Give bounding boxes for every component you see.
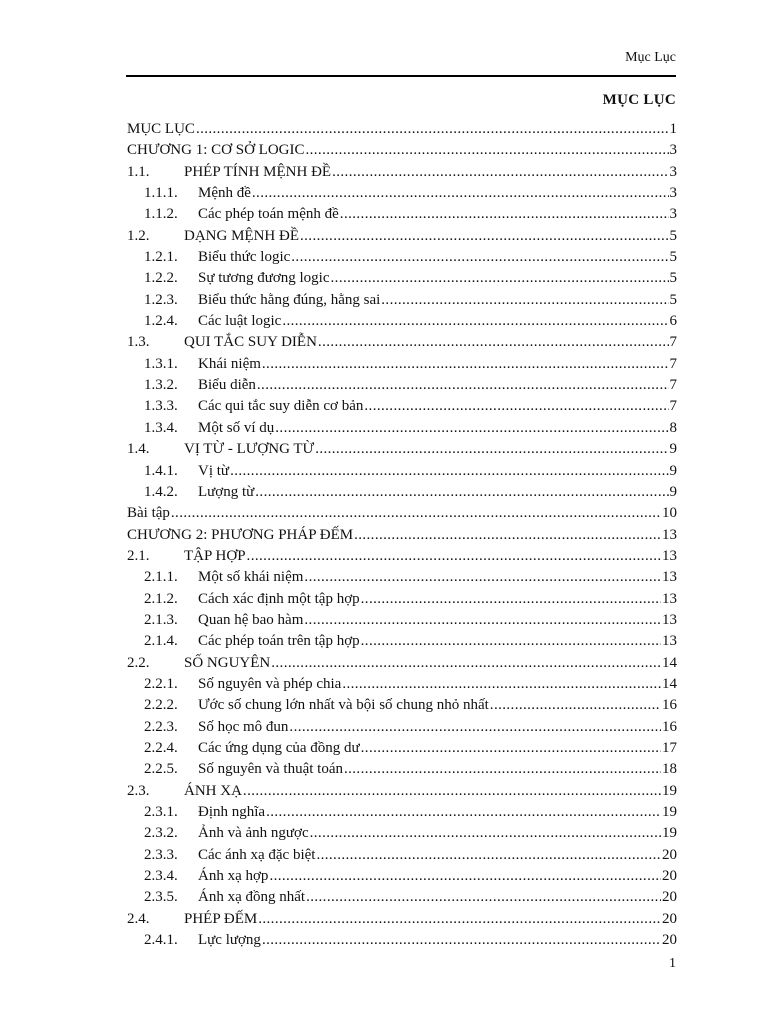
toc-entry-page: 7 xyxy=(669,355,677,372)
toc-entry-leader xyxy=(300,226,669,247)
toc-entry-number: 1.3.3. xyxy=(144,398,178,415)
toc-entry-page: 20 xyxy=(662,889,677,906)
toc-entry-number: 1.1.1. xyxy=(144,185,178,202)
toc-entry[interactable] xyxy=(127,204,677,225)
toc-entry[interactable] xyxy=(127,738,677,759)
toc-entry-label: ÁNH XẠ xyxy=(184,782,242,799)
toc-entry-number: 1.2. xyxy=(127,227,150,244)
toc-entry[interactable] xyxy=(127,332,677,353)
toc-entry[interactable] xyxy=(127,482,677,503)
toc-entry[interactable] xyxy=(127,396,677,417)
toc-entry-page: 13 xyxy=(662,526,677,543)
toc-entry-leader xyxy=(361,631,661,652)
toc-entry-page: 16 xyxy=(662,718,677,735)
toc-entry-leader xyxy=(243,781,661,802)
toc-entry-leader xyxy=(257,375,669,396)
toc-entry-page: 13 xyxy=(662,569,677,586)
toc-entry-leader xyxy=(262,930,661,951)
toc-entry-page: 14 xyxy=(662,654,677,671)
toc-entry-label: Các luật logic xyxy=(198,313,282,330)
toc-entry-page: 13 xyxy=(662,611,677,628)
toc-entry[interactable] xyxy=(127,802,677,823)
toc-entry[interactable] xyxy=(127,674,677,695)
toc-entry-label: CHƯƠNG 2: PHƯƠNG PHÁP ĐẾM xyxy=(127,526,354,543)
toc-entry-number: 1.3.4. xyxy=(144,419,178,436)
toc-entry-page: 3 xyxy=(669,206,677,223)
toc-entry-page: 19 xyxy=(662,804,677,820)
toc-entry[interactable] xyxy=(127,290,677,311)
toc-entry[interactable] xyxy=(127,717,677,738)
toc-entry[interactable] xyxy=(127,866,677,887)
toc-entry[interactable] xyxy=(127,546,677,567)
toc-entry-number: 2.3.1. xyxy=(144,804,178,820)
toc-entry-leader xyxy=(344,759,661,780)
toc-entry-page: 19 xyxy=(662,825,677,842)
toc-entry[interactable] xyxy=(127,759,677,780)
toc-title: MỤC LỤC xyxy=(602,92,676,108)
toc-entry-label: Ánh xạ đồng nhất xyxy=(198,889,306,906)
toc-entry-page: 6 xyxy=(669,313,677,330)
toc-entry-leader xyxy=(196,119,669,140)
toc-entry-leader xyxy=(315,439,668,460)
toc-entry-page: 5 xyxy=(669,227,677,244)
toc-entry-number: 2.3. xyxy=(127,782,150,799)
page-header-text: Mục Lục xyxy=(625,50,676,65)
toc-entry[interactable] xyxy=(127,930,677,951)
toc-entry-label: PHÉP ĐẾM xyxy=(184,910,258,927)
toc-entry-page: 20 xyxy=(662,868,677,885)
toc-entry-number: 1.1. xyxy=(127,163,150,180)
toc-entry-label: PHÉP TÍNH MỆNH ĐỀ xyxy=(184,163,332,180)
toc-entry-label: Mệnh đề xyxy=(198,185,251,202)
toc-entry-page: 3 xyxy=(669,185,677,202)
toc-entry-leader xyxy=(271,653,661,674)
toc-entry-leader xyxy=(262,354,669,375)
toc-entry-label: Các ánh xạ đặc biệt xyxy=(198,846,316,863)
toc-entry-number: 1.2.4. xyxy=(144,313,178,330)
toc-entry[interactable] xyxy=(127,887,677,908)
toc-entry-number: 2.3.4. xyxy=(144,868,178,885)
toc-entry-page: 10 xyxy=(662,505,677,522)
toc-entry-label: Cách xác định một tập hợp xyxy=(198,590,360,607)
toc-entry-leader xyxy=(331,268,669,289)
toc-entry[interactable] xyxy=(127,503,677,524)
toc-entry-label: Biểu diễn xyxy=(198,377,256,394)
toc-entry-leader xyxy=(304,610,661,631)
toc-entry-number: 2.1.4. xyxy=(144,633,178,650)
toc-entry-label: Biểu thức hằng đúng, hằng sai xyxy=(198,291,381,308)
toc-entry-page: 9 xyxy=(669,441,677,458)
toc-entry[interactable] xyxy=(127,567,677,588)
toc-entry-number: 1.4. xyxy=(127,441,150,458)
toc-entry-leader xyxy=(258,909,661,930)
header-rule xyxy=(126,75,676,77)
toc-entry-page: 16 xyxy=(662,697,677,714)
toc-entry-page: 13 xyxy=(662,633,677,650)
toc-entry-leader xyxy=(269,866,661,887)
toc-entry-label: Các ứng dụng của đồng dư xyxy=(198,739,360,756)
toc-entry-leader xyxy=(318,332,669,353)
toc-entry-page: 20 xyxy=(662,910,677,927)
toc-entry-leader xyxy=(342,674,661,695)
toc-entry-label: VỊ TỪ - LƯỢNG TỪ xyxy=(184,441,315,458)
toc-entry-label: Ước số chung lớn nhất và bội số chung nhỏ nhất xyxy=(198,697,489,714)
toc-entry[interactable] xyxy=(127,610,677,631)
toc-entry-page: 5 xyxy=(669,291,677,308)
toc-entry[interactable] xyxy=(127,525,677,546)
toc-entry-page: 19 xyxy=(662,782,677,799)
toc-entry-label: Khái niệm xyxy=(198,355,261,372)
toc-entry-label: MỤC LỤC xyxy=(127,121,195,137)
toc-entry-label: DẠNG MỆNH ĐỀ xyxy=(184,227,299,244)
toc-entry[interactable] xyxy=(127,418,677,439)
toc-entry-page: 5 xyxy=(669,270,677,287)
toc-entry[interactable] xyxy=(127,909,677,930)
toc-entry-number: 2.4.1. xyxy=(144,932,178,949)
toc-entry-number: 2.2. xyxy=(127,654,150,671)
toc-entry[interactable] xyxy=(127,781,677,802)
toc-entry-page: 3 xyxy=(669,163,677,180)
toc-entry-leader xyxy=(340,204,669,225)
toc-entry-number: 2.2.4. xyxy=(144,739,178,756)
toc-entry[interactable] xyxy=(127,653,677,674)
toc-entry-label: Số nguyên và phép chia xyxy=(198,675,342,692)
toc-entry[interactable] xyxy=(127,589,677,610)
toc-entry-number: 1.3.1. xyxy=(144,355,178,372)
toc-entry-label: Lực lượng xyxy=(198,932,261,949)
toc-entry-number: 1.3. xyxy=(127,334,150,351)
toc-entry-page: 20 xyxy=(662,846,677,863)
toc-entry-number: 2.3.5. xyxy=(144,889,178,906)
toc-entry-label: Số nguyên và thuật toán xyxy=(198,761,343,778)
toc-entry-number: 2.1. xyxy=(127,547,150,564)
toc-entry-page: 17 xyxy=(662,739,677,756)
toc-entry[interactable] xyxy=(127,439,677,460)
toc-entry[interactable] xyxy=(127,354,677,375)
toc-entry-page: 7 xyxy=(669,334,677,351)
toc-entry[interactable] xyxy=(127,695,677,716)
toc-entry[interactable] xyxy=(127,226,677,247)
toc-entry-label: Bài tập xyxy=(127,505,170,522)
toc-entry-label: QUI TẮC SUY DIỄN xyxy=(184,334,317,351)
toc-entry-page: 3 xyxy=(669,142,677,159)
toc-entry-leader xyxy=(255,482,668,503)
toc-entry[interactable] xyxy=(127,311,677,332)
toc-entry-number: 1.2.1. xyxy=(144,249,178,266)
toc-entry-label: CHƯƠNG 1: CƠ SỞ LOGIC xyxy=(127,142,305,159)
toc-entry-label: Biểu thức logic xyxy=(198,249,291,266)
toc-entry-page: 8 xyxy=(669,419,677,436)
toc-entry-label: Số học mô đun xyxy=(198,718,289,735)
toc-entry-label: Lượng từ xyxy=(198,483,255,500)
toc-entry[interactable] xyxy=(127,268,677,289)
toc-entry[interactable] xyxy=(127,461,677,482)
table-of-contents xyxy=(127,119,677,951)
toc-entry-label: Một số ví dụ xyxy=(198,419,275,436)
toc-entry-page: 9 xyxy=(669,462,677,479)
toc-entry-page: 14 xyxy=(662,675,677,692)
toc-entry-leader xyxy=(306,887,661,908)
toc-entry-number: 1.4.1. xyxy=(144,462,178,479)
toc-entry-number: 2.2.1. xyxy=(144,675,178,692)
toc-entry-number: 2.3.2. xyxy=(144,825,178,842)
toc-entry-leader xyxy=(291,247,668,268)
toc-entry-label: SỐ NGUYÊN xyxy=(184,654,271,671)
toc-entry[interactable] xyxy=(127,247,677,268)
toc-entry-label: TẬP HỢP xyxy=(184,547,246,564)
toc-entry-number: 2.4. xyxy=(127,910,150,927)
toc-entry-page: 13 xyxy=(662,547,677,564)
toc-entry-leader xyxy=(381,290,668,311)
toc-entry-leader xyxy=(282,311,668,332)
toc-entry-label: Một số khái niệm xyxy=(198,569,304,586)
toc-entry-number: 2.2.2. xyxy=(144,697,178,714)
toc-entry[interactable] xyxy=(127,140,677,161)
toc-entry-page: 9 xyxy=(669,483,677,500)
toc-entry-leader xyxy=(171,503,661,524)
toc-entry-number: 2.1.1. xyxy=(144,569,178,586)
toc-entry-leader xyxy=(304,567,661,588)
toc-entry-leader xyxy=(247,546,661,567)
toc-entry[interactable] xyxy=(127,183,677,204)
toc-entry-label: Quan hệ bao hàm xyxy=(198,611,304,628)
toc-entry-leader xyxy=(310,823,661,844)
toc-entry-label: Ảnh và ảnh ngược xyxy=(198,825,309,842)
toc-entry-leader xyxy=(361,738,661,759)
toc-entry-leader xyxy=(361,589,661,610)
toc-entry-number: 2.1.3. xyxy=(144,611,178,628)
toc-entry-leader xyxy=(305,140,668,161)
toc-entry-page: 7 xyxy=(669,398,677,415)
toc-entry-number: 1.1.2. xyxy=(144,206,178,223)
toc-entry-leader xyxy=(289,717,661,738)
toc-entry-number: 2.2.5. xyxy=(144,761,178,778)
toc-entry-label: Các phép toán trên tập hợp xyxy=(198,633,360,650)
toc-entry-number: 2.2.3. xyxy=(144,718,178,735)
toc-entry-leader xyxy=(252,183,669,204)
page-number: 1 xyxy=(669,956,676,971)
toc-entry[interactable] xyxy=(127,162,677,183)
toc-entry-leader xyxy=(354,525,661,546)
toc-entry[interactable] xyxy=(127,119,677,140)
toc-entry-number: 1.2.3. xyxy=(144,291,178,308)
toc-entry-label: Định nghĩa xyxy=(198,804,266,820)
toc-entry-page: 7 xyxy=(669,377,677,394)
toc-entry[interactable] xyxy=(127,631,677,652)
toc-entry-label: Ánh xạ hợp xyxy=(198,868,269,885)
toc-entry-leader xyxy=(332,162,668,183)
toc-entry-label: Sự tương đương logic xyxy=(198,270,330,287)
toc-entry[interactable] xyxy=(127,375,677,396)
toc-entry-leader xyxy=(316,845,661,866)
toc-entry-page: 18 xyxy=(662,761,677,778)
toc-entry-number: 2.1.2. xyxy=(144,590,178,607)
toc-entry-number: 1.4.2. xyxy=(144,483,178,500)
toc-entry-page: 5 xyxy=(669,249,677,266)
toc-entry-leader xyxy=(490,695,661,716)
toc-entry-number: 2.3.3. xyxy=(144,846,178,863)
toc-entry-leader xyxy=(266,802,661,823)
toc-entry-leader xyxy=(364,396,668,417)
toc-entry-number: 1.3.2. xyxy=(144,377,178,394)
toc-entry[interactable] xyxy=(127,823,677,844)
toc-entry-leader xyxy=(230,461,668,482)
toc-entry-label: Vị từ xyxy=(198,462,230,479)
toc-entry-page: 20 xyxy=(662,932,677,949)
toc-entry[interactable] xyxy=(127,845,677,866)
toc-entry-page: 1 xyxy=(669,121,677,137)
toc-entry-page: 13 xyxy=(662,590,677,607)
toc-entry-label: Các qui tắc suy diễn cơ bản xyxy=(198,398,364,415)
toc-entry-label: Các phép toán mệnh đề xyxy=(198,206,339,223)
toc-entry-leader xyxy=(275,418,668,439)
toc-entry-number: 1.2.2. xyxy=(144,270,178,287)
